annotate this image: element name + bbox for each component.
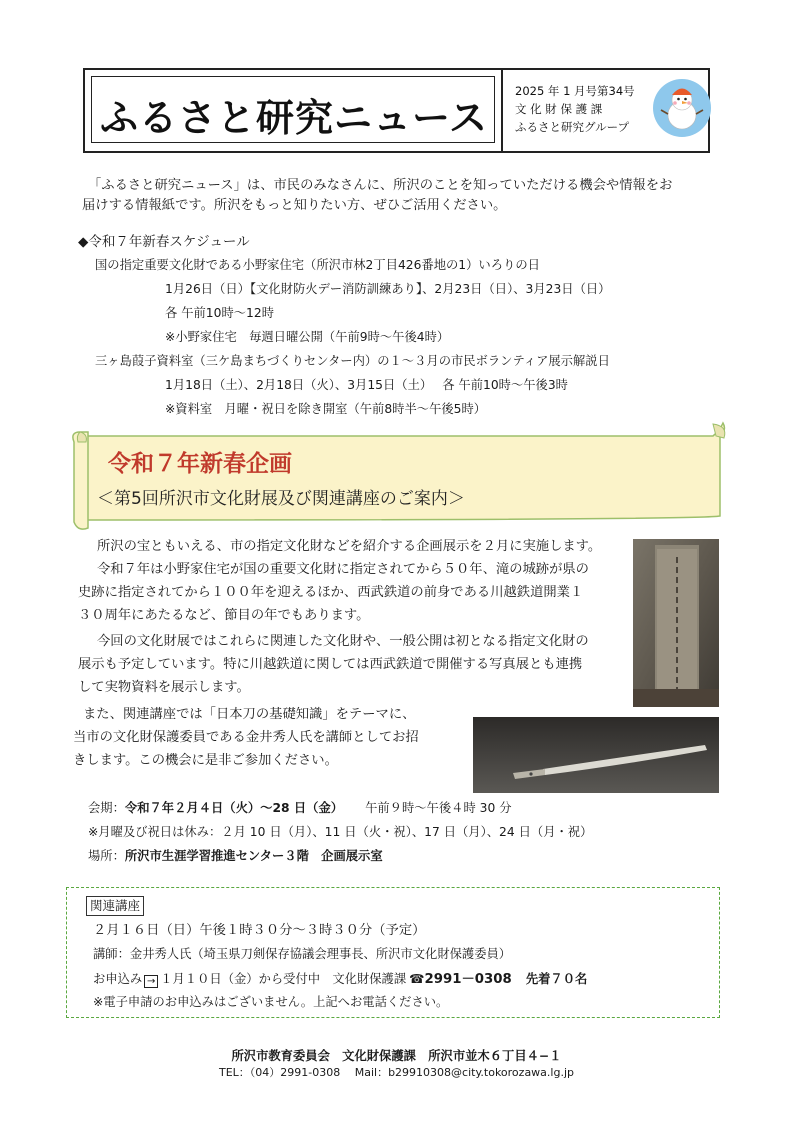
banner-subtitle: ＜第5回所沢市文化財展及び関連講座のご案内＞ bbox=[97, 489, 465, 509]
event-period-dates: 令和７年２月４日（火）～28 日（金） bbox=[124, 801, 344, 815]
event-period-time: 午前９時～午後４時 30 分 bbox=[365, 801, 512, 815]
schedule-line: 国の指定重要文化財である小野家住宅（所沢市林2丁目426番地の1）いろりの日 bbox=[95, 258, 540, 272]
banner-scroll bbox=[68, 420, 728, 538]
masthead-title-frame bbox=[91, 76, 495, 143]
body-paragraph: また、関連講座では「日本刀の基礎知識」をテーマに、 bbox=[83, 707, 416, 722]
lecture-phone: 2991－0308 bbox=[424, 972, 512, 987]
body-paragraph: きします。この機会に是非ご参加ください。 bbox=[73, 753, 338, 768]
lecture-label: 関連講座 bbox=[86, 896, 144, 916]
event-place-label: 場所： bbox=[88, 849, 125, 863]
telephone-icon: ☎ bbox=[409, 972, 425, 986]
lecture-lecturer: 講師：金井秀人氏（埼玉県刀剣保存協議会理事長、所沢市文化財保護委員） bbox=[93, 947, 512, 961]
schedule-line: 三ヶ島葭子資料室（三ケ島まちづくりセンター内）の１～３月の市民ボランティア展示解説日 bbox=[95, 354, 610, 368]
body-paragraph: 令和７年は小野家住宅が国の重要文化財に指定されてから５０年、滝の城跡が県の bbox=[97, 562, 589, 577]
body-paragraph: して実物資料を展示します。 bbox=[78, 680, 250, 695]
lecture-capacity: 先着７０名 bbox=[525, 972, 588, 986]
issue-number: 2025 年 1 月号第34号 bbox=[515, 84, 635, 98]
banner-title: 令和７年新春企画 bbox=[108, 450, 292, 477]
schedule-line: ※資料室 月曜・祝日を除き開室（午前8時半～午後5時） bbox=[165, 402, 487, 416]
intro-line-1: 「ふるさと研究ニュース」は、市民のみなさんに、所沢のことを知っていただける機会や情報をお bbox=[88, 178, 673, 193]
lecture-application bbox=[93, 968, 587, 988]
apply-prefix: お申込み bbox=[93, 972, 143, 986]
body-paragraph: 今回の文化財展ではこれらに関連した文化財や、一般公開は初となる指定文化財の bbox=[97, 634, 589, 649]
schedule-heading: ◆令和７年新春スケジュール bbox=[78, 234, 250, 250]
issuer-group: ふるさと研究グループ bbox=[515, 120, 630, 134]
footer-contact: TEL：（04）2991-0308 Mail：b29910308@city.tokorozawa.lg.jp bbox=[218, 1066, 574, 1079]
masthead bbox=[83, 68, 710, 153]
arrow-right-icon: → bbox=[144, 975, 158, 988]
event-period-label: 会期： bbox=[88, 801, 125, 815]
lecture-datetime bbox=[93, 919, 425, 938]
schedule-line: ※小野家住宅 毎週日曜公開（午前9時～午後4時） bbox=[165, 330, 450, 344]
event-period bbox=[88, 798, 512, 816]
newsletter-title: ふるさと研究ニュース bbox=[99, 95, 489, 140]
event-place bbox=[88, 846, 383, 864]
apply-text: １月１０日（金）から受付中 文化財保護課 bbox=[160, 972, 407, 986]
event-place-value: 所沢市生涯学習推進センター３階 企画展示室 bbox=[124, 849, 383, 863]
schedule-line: 1月26日（日）【文化財防火デー消防訓練あり】、2月23日（日）、3月23日（日） bbox=[165, 282, 611, 296]
mascot-icon bbox=[652, 78, 712, 138]
schedule-line: 各 午前10時～12時 bbox=[165, 306, 274, 320]
body-paragraph: ３０周年にあたるなど、節目の年でもあります。 bbox=[78, 608, 370, 623]
japanese-sword-photo bbox=[473, 717, 719, 793]
lecture-datetime-note: （予定） bbox=[372, 923, 426, 938]
body-paragraph: 当市の文化財保護委員である金井秀人氏を講師としてお招 bbox=[73, 730, 419, 745]
body-paragraph: 所沢の宝ともいえる、市の指定文化財などを紹介する企画展示を２月に実施します。 bbox=[97, 539, 602, 554]
stone-monument-photo bbox=[633, 539, 719, 707]
body-paragraph: 展示も予定しています。特に川越鉄道に関しては西武鉄道で開催する写真展とも連携 bbox=[78, 657, 583, 672]
event-closed-days: ※月曜及び祝日は休み：２月 10 日（月）、11 日（火・祝）、17 日（月）、24 日（月・祝） bbox=[88, 825, 593, 839]
issue-info bbox=[515, 82, 635, 136]
body-paragraph: 史跡に指定されてから１００年を迎えるほか、西武鉄道の前身である川越鉄道開業１ bbox=[78, 585, 584, 600]
masthead-title-box bbox=[85, 70, 503, 151]
issuer-department: 文 化 財 保 護 課 bbox=[515, 102, 603, 116]
footer-address: 所沢市教育委員会 文化財保護課 所沢市並木６丁目４−１ bbox=[231, 1049, 562, 1063]
intro-line-2: 届けする情報紙です。所沢をもっと知りたい方、ぜひご活用ください。 bbox=[82, 198, 507, 213]
lecture-datetime-value: ２月１６日（日）午後１時３０分～３時３０分 bbox=[93, 923, 373, 938]
lecture-note: ※電子申請のお申込みはございません。上記へお電話ください。 bbox=[93, 995, 449, 1009]
schedule-line: 1月18日（土）、2月18日（火）、3月15日（土） 各 午前10時～午後3時 bbox=[165, 378, 568, 392]
